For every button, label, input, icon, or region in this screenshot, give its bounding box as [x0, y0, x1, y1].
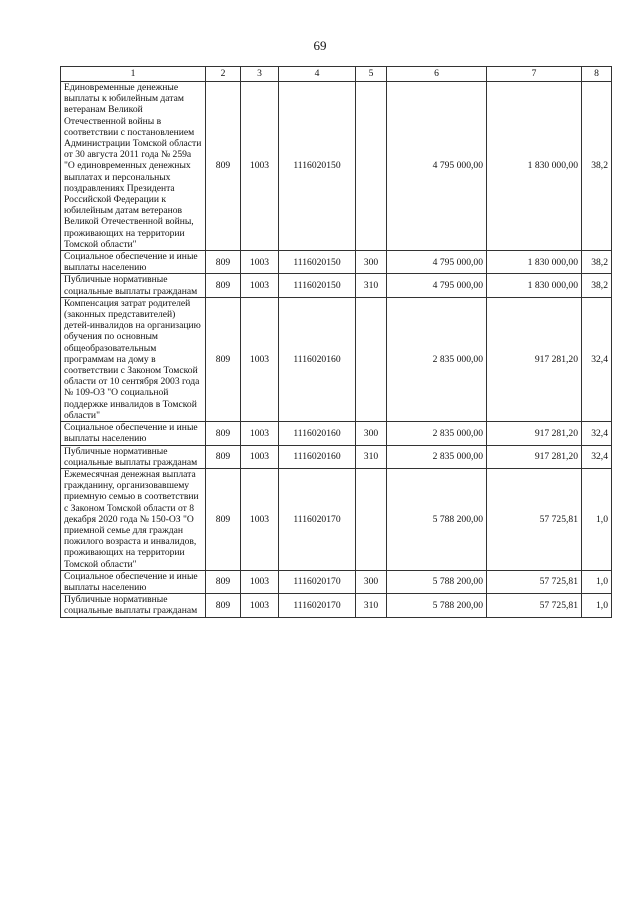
target-article-cell: 1116020160: [279, 445, 356, 468]
section-code-cell: 1003: [241, 570, 279, 593]
planned-amount-cell: 5 788 200,00: [387, 594, 487, 617]
section-code-cell: 1003: [241, 251, 279, 274]
ministry-code-cell: 809: [206, 422, 241, 445]
header-cell: 7: [487, 67, 582, 82]
planned-amount-cell: 2 835 000,00: [387, 297, 487, 421]
execution-percent-cell: 38,2: [582, 274, 612, 297]
header-cell: 5: [356, 67, 387, 82]
expense-type-cell: 300: [356, 422, 387, 445]
target-article-cell: 1116020150: [279, 82, 356, 251]
table-row: [61, 297, 612, 421]
target-article-cell: 1116020160: [279, 297, 356, 421]
table-row: [61, 570, 612, 593]
target-article-cell: 1116020170: [279, 570, 356, 593]
section-code-cell: 1003: [241, 468, 279, 570]
executed-amount-cell: 57 725,81: [487, 570, 582, 593]
header-cell: 3: [241, 67, 279, 82]
section-code-cell: 1003: [241, 422, 279, 445]
planned-amount-cell: 5 788 200,00: [387, 468, 487, 570]
ministry-code-cell: 809: [206, 82, 241, 251]
execution-percent-cell: 38,2: [582, 82, 612, 251]
execution-percent-cell: 38,2: [582, 251, 612, 274]
expense-type-cell: [356, 468, 387, 570]
executed-amount-cell: 917 281,20: [487, 445, 582, 468]
executed-amount-cell: 57 725,81: [487, 468, 582, 570]
header-cell: 2: [206, 67, 241, 82]
section-code-cell: 1003: [241, 297, 279, 421]
header-cell: 8: [582, 67, 612, 82]
execution-percent-cell: 1,0: [582, 570, 612, 593]
page-number: 69: [313, 38, 327, 53]
ministry-code-cell: 809: [206, 274, 241, 297]
expense-name-cell: Публичные нормативные социальные выплаты гражданам: [61, 594, 206, 617]
ministry-code-cell: 809: [206, 251, 241, 274]
table-row: [61, 274, 612, 297]
section-code-cell: 1003: [241, 594, 279, 617]
expense-name-cell: Социальное обеспечение и иные выплаты населению: [61, 422, 206, 445]
header-cell: 6: [387, 67, 487, 82]
table-row: [61, 422, 612, 445]
expense-name-cell: Социальное обеспечение и иные выплаты населению: [61, 251, 206, 274]
expense-name-cell: Социальное обеспечение и иные выплаты населению: [61, 570, 206, 593]
target-article-cell: 1116020170: [279, 594, 356, 617]
expense-type-cell: [356, 297, 387, 421]
expense-name-cell: Ежемесячная денежная выплата гражданину, организовавшему приемную семью в соответствии с Законом Томской области от 8 декабря 2020 года № 150-ОЗ "О приемной семье для граждан пожилого возраста и инвалидов, проживающих на территории Томской области": [61, 468, 206, 570]
budget-table: [60, 66, 612, 618]
planned-amount-cell: 2 835 000,00: [387, 445, 487, 468]
ministry-code-cell: 809: [206, 594, 241, 617]
planned-amount-cell: 4 795 000,00: [387, 274, 487, 297]
expense-type-cell: [356, 82, 387, 251]
section-code-cell: 1003: [241, 445, 279, 468]
execution-percent-cell: 32,4: [582, 445, 612, 468]
expense-name-cell: Компенсация затрат родителей (законных представителей) детей-инвалидов на организацию обучения по основным общеобразовательным программам на дому в соответствии с Законом Томской области от 10 сентября 2003 года № 109-ОЗ "О социальной поддержке инвалидов в Томской области": [61, 297, 206, 421]
table-row: [61, 445, 612, 468]
planned-amount-cell: 5 788 200,00: [387, 570, 487, 593]
expense-type-cell: 300: [356, 251, 387, 274]
section-code-cell: 1003: [241, 274, 279, 297]
table-row: [61, 468, 612, 570]
section-code-cell: 1003: [241, 82, 279, 251]
target-article-cell: 1116020150: [279, 251, 356, 274]
execution-percent-cell: 32,4: [582, 422, 612, 445]
execution-percent-cell: 32,4: [582, 297, 612, 421]
planned-amount-cell: 4 795 000,00: [387, 251, 487, 274]
executed-amount-cell: 1 830 000,00: [487, 82, 582, 251]
expense-type-cell: 310: [356, 594, 387, 617]
executed-amount-cell: 917 281,20: [487, 297, 582, 421]
executed-amount-cell: 57 725,81: [487, 594, 582, 617]
expense-name-cell: Единовременные денежные выплаты к юбилейным датам ветеранам Великой Отечественной войны в соответствии с постановлением Администрации Томской области от 30 августа 2011 года № 259а "О единовременных денежных выплатах и персональных поздравлениях Президента Российской Федерации к юбилейным датам ветеранов Великой Отечественной войны, проживающих на территории Томской области": [61, 82, 206, 251]
planned-amount-cell: 2 835 000,00: [387, 422, 487, 445]
ministry-code-cell: 809: [206, 468, 241, 570]
planned-amount-cell: 4 795 000,00: [387, 82, 487, 251]
expense-type-cell: 310: [356, 445, 387, 468]
table-header-row: [61, 67, 612, 82]
executed-amount-cell: 1 830 000,00: [487, 251, 582, 274]
expense-type-cell: 310: [356, 274, 387, 297]
target-article-cell: 1116020160: [279, 422, 356, 445]
table-row: [61, 251, 612, 274]
header-cell: 1: [61, 67, 206, 82]
expense-name-cell: Публичные нормативные социальные выплаты гражданам: [61, 274, 206, 297]
executed-amount-cell: 1 830 000,00: [487, 274, 582, 297]
target-article-cell: 1116020170: [279, 468, 356, 570]
expense-type-cell: 300: [356, 570, 387, 593]
executed-amount-cell: 917 281,20: [487, 422, 582, 445]
ministry-code-cell: 809: [206, 297, 241, 421]
header-cell: 4: [279, 67, 356, 82]
ministry-code-cell: 809: [206, 570, 241, 593]
execution-percent-cell: 1,0: [582, 468, 612, 570]
ministry-code-cell: 809: [206, 445, 241, 468]
expense-name-cell: Публичные нормативные социальные выплаты гражданам: [61, 445, 206, 468]
target-article-cell: 1116020150: [279, 274, 356, 297]
execution-percent-cell: 1,0: [582, 594, 612, 617]
table-row: [61, 82, 612, 251]
table-row: [61, 594, 612, 617]
